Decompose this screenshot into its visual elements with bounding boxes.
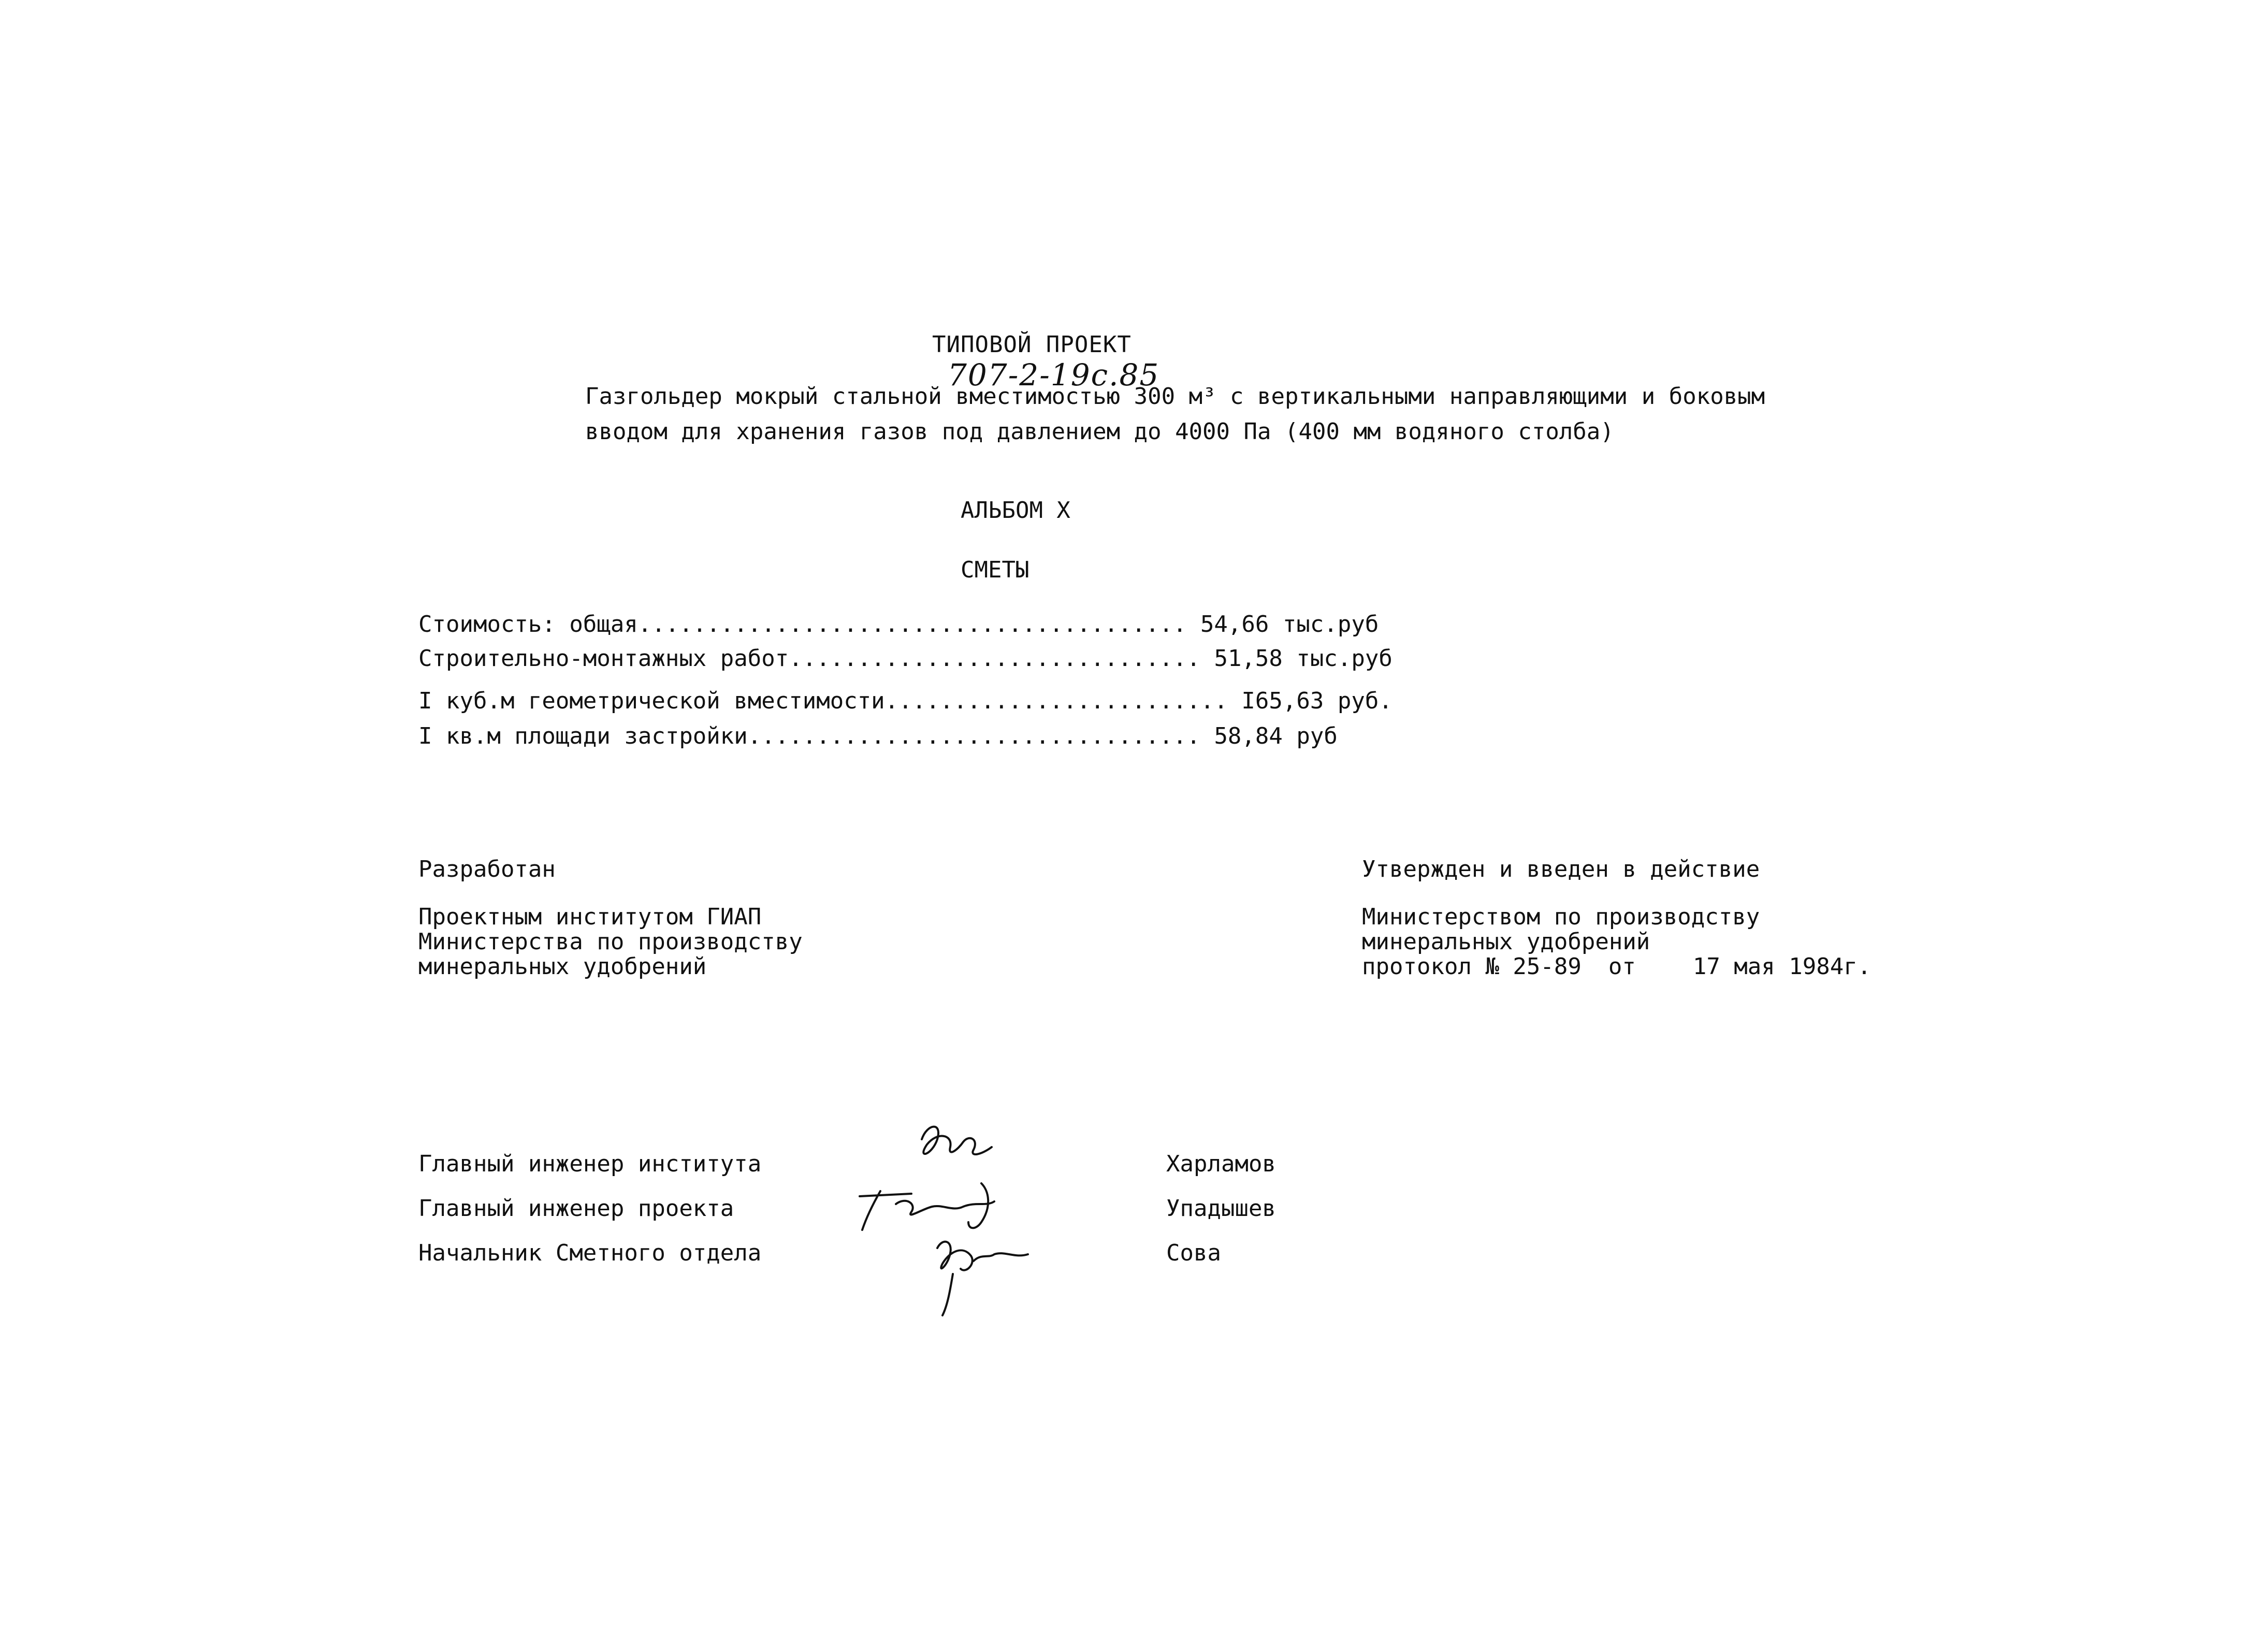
cost-row-construction	[418, 645, 1392, 672]
leader-dots: .........................	[884, 688, 1228, 714]
project-description-line-1: Газгольдер мокрый стальной вместимостью 300 м³ с вертикальными направляющими и боковым	[585, 383, 1765, 410]
section-heading: СМЕТЫ	[961, 557, 1029, 583]
project-description-line-2: вводом для хранения газов под давлением до 4000 Па (400 мм водяного столба)	[585, 418, 1614, 445]
signatory-name: Харламов	[1166, 1151, 1276, 1177]
signatory-role: Главный инженер проекта	[418, 1195, 734, 1222]
approval-block	[1362, 857, 1871, 979]
cost-label: I куб.м геометрической вместимости	[418, 688, 885, 714]
protocol-number: протокол № 25-89	[1362, 953, 1582, 980]
cost-row-total	[418, 611, 1379, 637]
developed-by-block	[418, 857, 803, 979]
leader-dots: .................................	[747, 723, 1200, 749]
signatory-name: Упадышев	[1166, 1195, 1276, 1222]
cost-label: Стоимость: общая	[418, 611, 638, 637]
handwritten-signatures	[849, 1119, 1139, 1336]
developer-line: Проектным институтом ГИАП	[418, 904, 762, 930]
cost-label: I кв.м площади застройки	[418, 723, 748, 749]
signatory-role: Главный инженер института	[418, 1151, 762, 1177]
approval-line: Министерством по производству	[1362, 904, 1760, 930]
protocol-date: 17 мая 1984г.	[1692, 953, 1872, 980]
cost-row-per-square-meter	[418, 723, 1338, 749]
leader-dots: ........................................	[637, 611, 1187, 637]
protocol-row	[1362, 954, 1871, 979]
cost-value: 58,84 руб	[1200, 723, 1338, 749]
album-label: АЛЬБОМ X	[961, 497, 1070, 524]
signature-kharlamov	[922, 1127, 992, 1154]
protocol-from: от	[1608, 953, 1636, 980]
developer-line: Министерства по производству	[418, 929, 803, 955]
cost-row-per-cubic-meter	[418, 688, 1392, 714]
cost-value: 54,66 тыс.руб	[1186, 611, 1379, 637]
leader-dots: ..............................	[789, 645, 1200, 672]
cost-value: I65,63 руб.	[1227, 688, 1392, 714]
signatory-role: Начальник Сметного отдела	[418, 1240, 762, 1266]
signature-upadyshev	[860, 1183, 994, 1230]
developed-heading: Разработан	[418, 856, 556, 882]
document-title: ТИПОВОЙ ПРОЕКТ	[932, 331, 1132, 358]
project-code: 707-2-19с.85	[948, 357, 1160, 393]
approval-line: минеральных удобрений	[1362, 929, 1650, 955]
cost-value: 51,58 тыс.руб	[1200, 645, 1392, 672]
signature-sova	[937, 1242, 1028, 1315]
developer-line: минеральных удобрений	[418, 953, 707, 980]
signatory-name: Сова	[1166, 1240, 1221, 1266]
approval-heading: Утвержден и введен в действие	[1362, 856, 1760, 882]
cost-label: Строительно-монтажных работ	[418, 645, 789, 672]
